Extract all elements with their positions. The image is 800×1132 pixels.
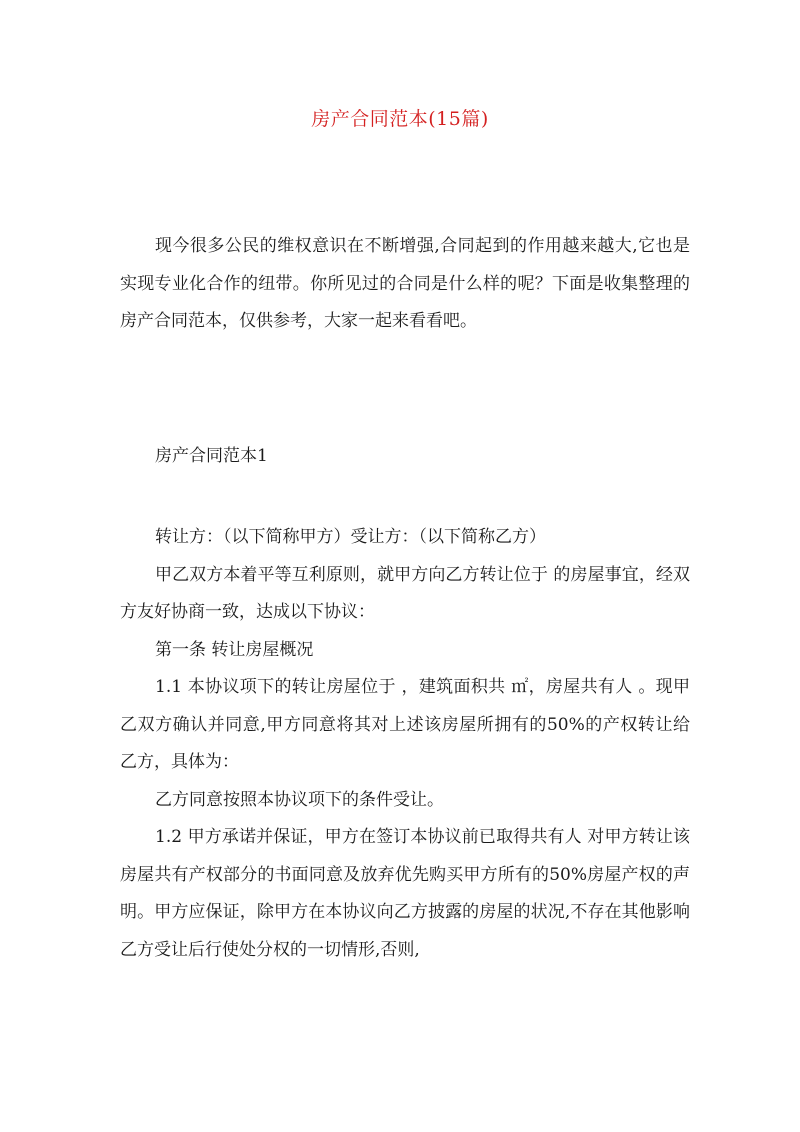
- intro-section: [120, 228, 690, 341]
- section-heading-block: [120, 438, 690, 476]
- paragraph-clause-1-2: 1.2 甲方承诺并保证，甲方在签订本协议前已取得共有人 对甲方转让该房屋共有产权部分的书面同意及放弃优先购买甲方所有的50%房屋产权的声明。甲方应保证，除甲方在本协议向乙方披露的房屋的状况,不存在其他影响乙方受让后行使处分权的一切情形,否则,: [120, 827, 690, 960]
- intro-paragraph: 现今很多公民的维权意识在不断增强,合同起到的作用越来越大,它也是实现专业化合作的纽带。你所见过的合同是什么样的呢？下面是收集整理的房产合同范本，仅供参考，大家一起来看看吧。: [120, 236, 690, 331]
- contract-body: [120, 519, 690, 969]
- paragraph-acceptance: 乙方同意按照本协议项下的条件受让。: [155, 789, 444, 810]
- section-heading: 房产合同范本1: [155, 446, 268, 466]
- paragraph-parties: 转让方：（以下简称甲方）受让方：（以下简称乙方）: [155, 527, 546, 547]
- paragraph-agreement: 甲乙双方本着平等互利原则，就甲方向乙方转让位于 的房屋事宜，经双方友好协商一致，达成以下协议：: [120, 564, 690, 622]
- document-title: 房产合同范本(15篇): [311, 108, 489, 130]
- paragraph-clause-1-1: 1.1 本协议项下的转让房屋位于 ，建筑面积共 ㎡，房屋共有人 。现甲乙双方确认并同意,甲方同意将其对上述该房屋所拥有的50%的产权转让给乙方，具体为：: [120, 677, 690, 772]
- paragraph-article-1: 第一条 转让房屋概况: [155, 639, 314, 660]
